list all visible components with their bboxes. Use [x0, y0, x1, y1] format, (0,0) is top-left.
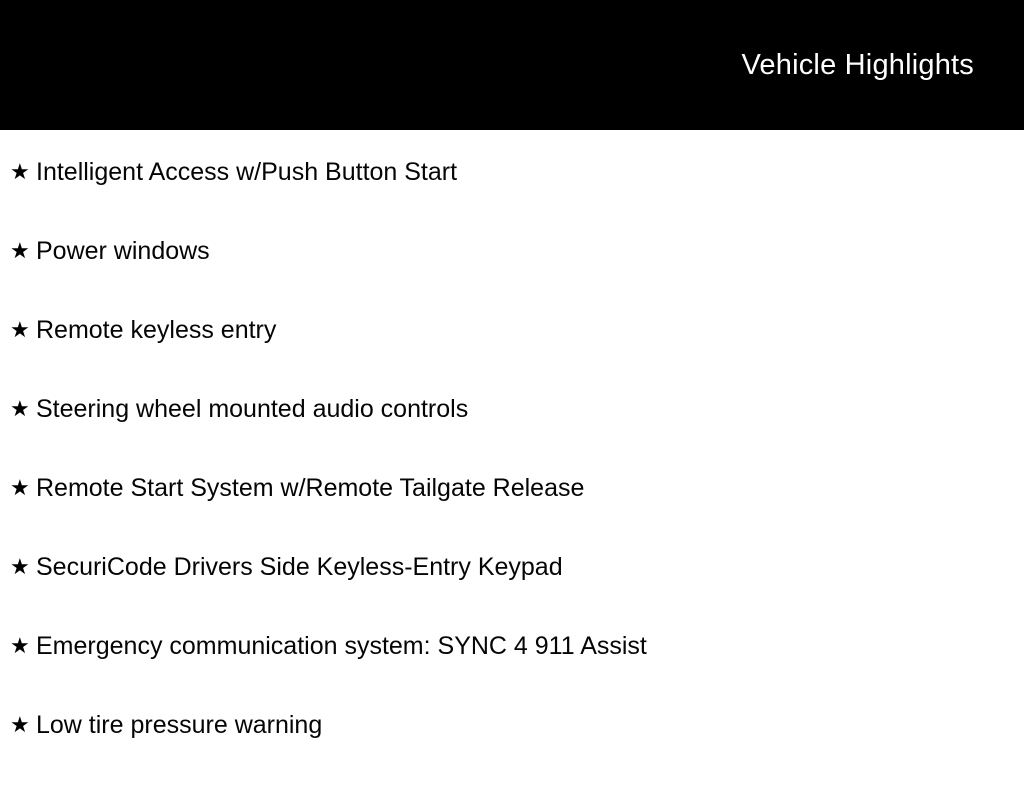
star-icon: ★	[10, 238, 30, 263]
feature-label: Remote keyless entry	[36, 316, 277, 344]
header-bar	[0, 0, 1024, 130]
star-icon: ★	[10, 554, 30, 579]
star-icon: ★	[10, 712, 30, 737]
feature-label: Emergency communication system: SYNC 4 911 Assist	[36, 632, 647, 660]
list-item	[0, 630, 1024, 709]
list-item	[0, 709, 1024, 788]
feature-label: Power windows	[36, 237, 210, 265]
feature-label: SecuriCode Drivers Side Keyless-Entry Keypad	[36, 553, 563, 581]
feature-label: Low tire pressure warning	[36, 711, 323, 739]
feature-label: Steering wheel mounted audio controls	[36, 395, 469, 423]
feature-label: Intelligent Access w/Push Button Start	[36, 158, 458, 186]
star-icon: ★	[10, 317, 30, 342]
page-title: Vehicle Highlights	[741, 48, 974, 81]
star-icon: ★	[10, 396, 30, 421]
list-item	[0, 156, 1024, 235]
list-item	[0, 551, 1024, 630]
list-item	[0, 393, 1024, 472]
star-icon: ★	[10, 633, 30, 658]
list-item	[0, 235, 1024, 314]
vehicle-highlights-list	[0, 130, 1024, 788]
star-icon: ★	[10, 159, 30, 184]
list-item	[0, 472, 1024, 551]
list-item	[0, 314, 1024, 393]
feature-label: Remote Start System w/Remote Tailgate Release	[36, 474, 585, 502]
star-icon: ★	[10, 475, 30, 500]
